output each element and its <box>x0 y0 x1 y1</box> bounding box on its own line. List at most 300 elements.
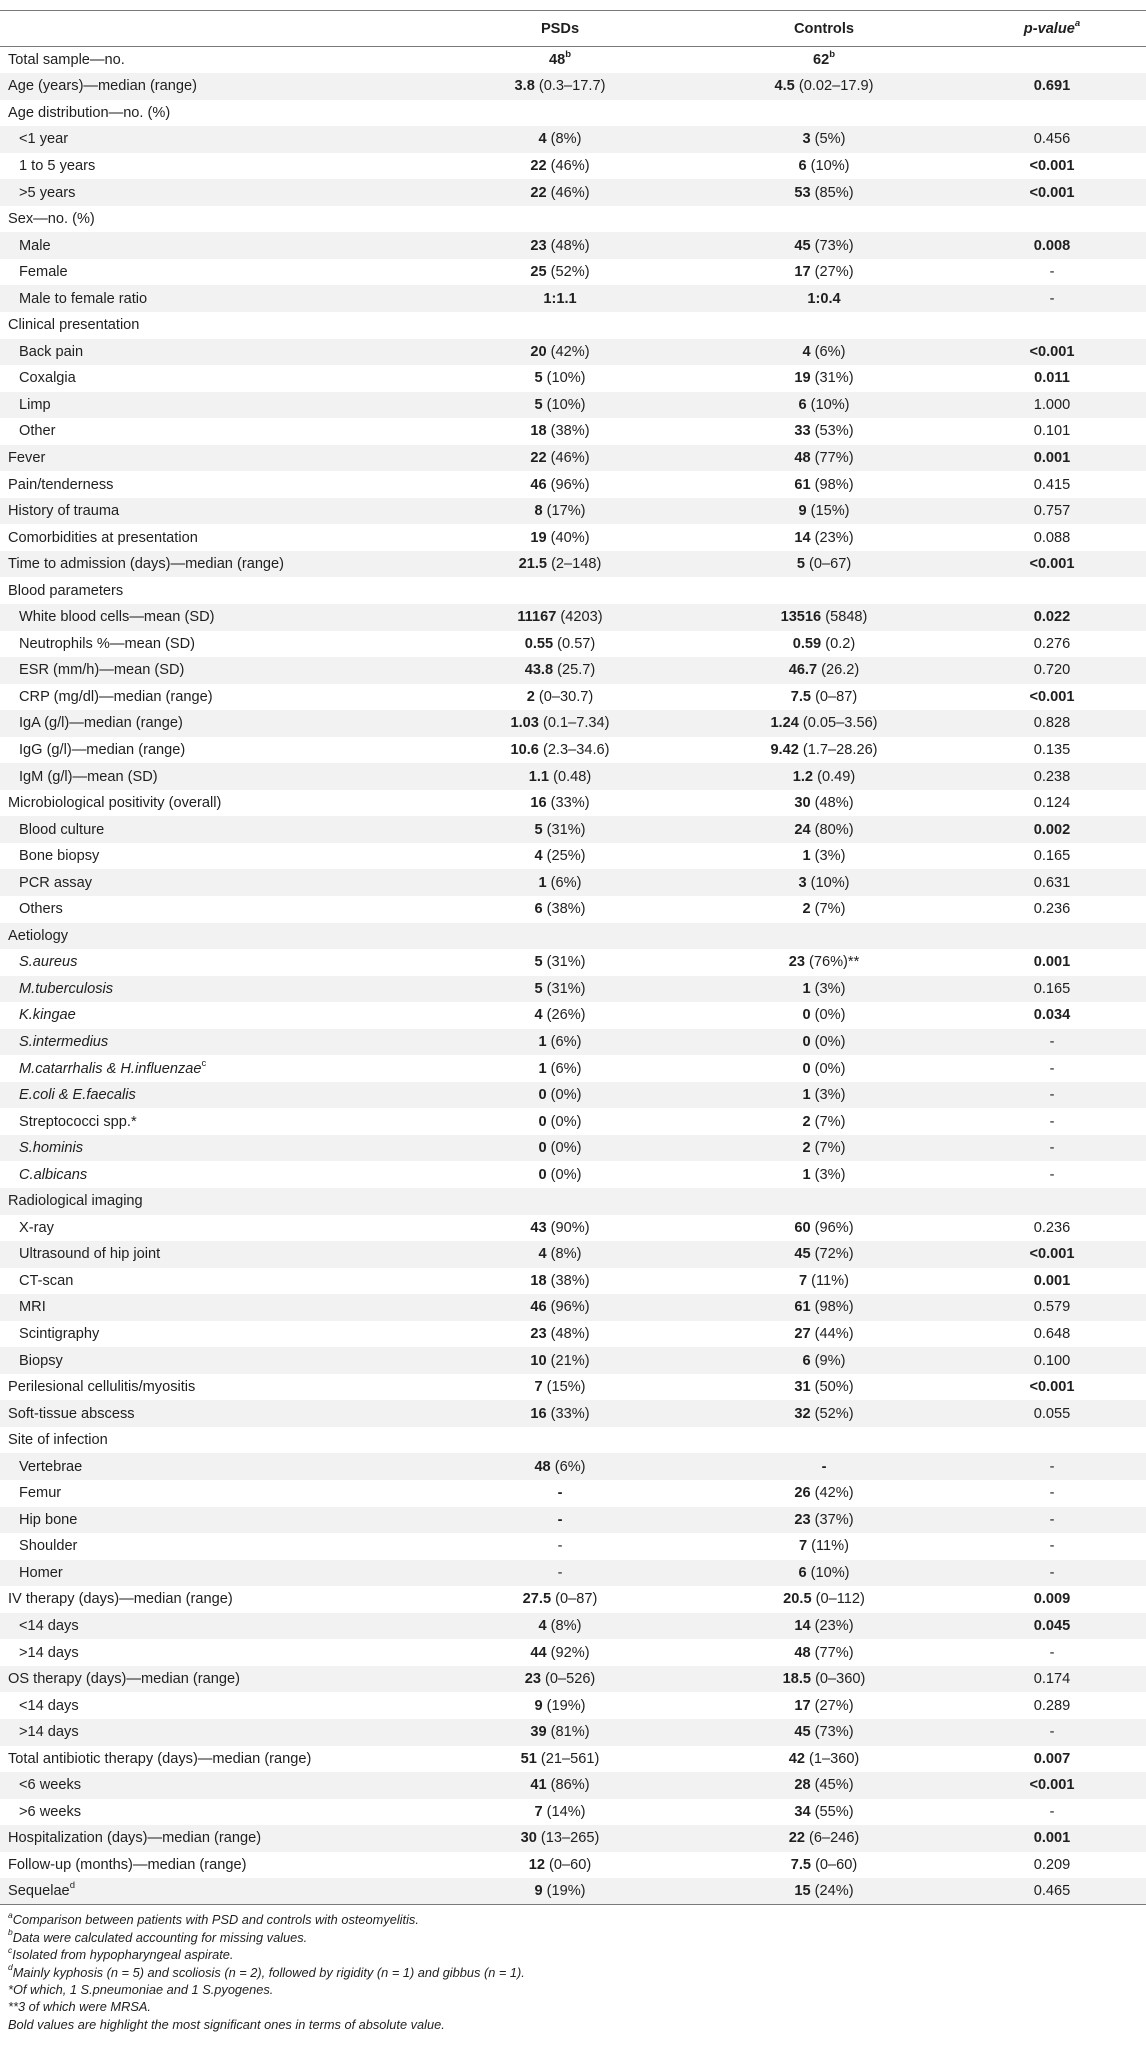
psd-value-detail: (21–561) <box>536 1750 600 1767</box>
psd-value <box>430 790 690 817</box>
psd-value-bold: 46 <box>530 476 547 493</box>
table-row <box>0 1108 1146 1135</box>
controls-value-detail: (73%) <box>810 237 854 254</box>
row-label <box>0 1002 430 1029</box>
psd-value <box>430 339 690 366</box>
controls-value-bold: 60 <box>794 1219 811 1236</box>
controls-value-detail: (10%) <box>806 874 850 891</box>
row-label <box>0 1347 430 1374</box>
psd-value-detail: (6%) <box>546 1060 582 1077</box>
p-value <box>958 1613 1146 1640</box>
row-label-text: Pain/tenderness <box>8 476 114 493</box>
row-label-text: S.hominis <box>19 1140 84 1157</box>
psd-value-bold: 48 <box>548 52 566 69</box>
controls-value-bold: 26 <box>794 1485 811 1502</box>
psd-value-bold: 9 <box>534 1883 543 1900</box>
psd-value <box>430 1746 690 1773</box>
row-label-text: Radiological imaging <box>8 1193 143 1210</box>
p-value-text: <0.001 <box>1029 688 1075 705</box>
psd-value <box>430 684 690 711</box>
p-value <box>958 577 1146 604</box>
controls-value <box>690 392 958 419</box>
p-value-text: 0.209 <box>1033 1856 1071 1873</box>
row-label <box>0 657 430 684</box>
controls-value-detail: (6–246) <box>804 1830 860 1847</box>
psd-value-detail: (38%) <box>542 901 586 918</box>
psd-value <box>430 737 690 764</box>
controls-value-bold: 53 <box>794 184 811 201</box>
controls-value-detail: (0–60) <box>811 1856 858 1873</box>
row-label-text: Age (years)—median (range) <box>8 78 197 95</box>
p-value <box>958 312 1146 339</box>
row-label-text: <14 days <box>19 1697 79 1714</box>
controls-value-bold: 17 <box>794 1697 811 1714</box>
table-row <box>0 339 1146 366</box>
row-label <box>0 1772 430 1799</box>
table-footnotes <box>0 1905 1146 2033</box>
psd-value-bold: 44 <box>530 1644 547 1661</box>
controls-value <box>690 1507 958 1534</box>
table-row <box>0 1639 1146 1666</box>
row-label-text: Ultrasound of hip joint <box>19 1246 161 1263</box>
controls-value-detail: (3%) <box>810 1087 846 1104</box>
psd-value-detail: (21%) <box>546 1352 590 1369</box>
psd-value-detail: (10%) <box>542 370 586 387</box>
p-value-text: 0.022 <box>1033 609 1071 626</box>
footnote <box>8 1911 1138 1928</box>
table-row <box>0 100 1146 127</box>
table-row <box>0 153 1146 180</box>
footnote-text: Comparison between patients with PSD and controls with osteomyelitis. <box>12 1912 419 1928</box>
row-label-text: Comorbidities at presentation <box>8 529 198 546</box>
psd-value-detail: (4203) <box>556 609 603 626</box>
row-label <box>0 206 430 233</box>
footnote-marker: d <box>8 1962 13 1973</box>
psd-value <box>430 232 690 259</box>
psd-value-bold: 46 <box>530 1299 547 1316</box>
controls-value <box>690 976 958 1003</box>
p-value-text: 0.465 <box>1033 1883 1071 1900</box>
row-label-text: Biopsy <box>19 1352 63 1369</box>
controls-value <box>690 551 958 578</box>
psd-value-bold: 25 <box>530 264 547 281</box>
controls-value-detail: (0.49) <box>813 768 856 785</box>
controls-value-bold: 6 <box>802 1352 811 1369</box>
row-label-text: CRP (mg/dl)—median (range) <box>19 688 213 705</box>
psd-value <box>430 1533 690 1560</box>
psd-value <box>430 1241 690 1268</box>
controls-value <box>690 1799 958 1826</box>
psd-value <box>430 710 690 737</box>
controls-value-detail: (10%) <box>806 1564 850 1581</box>
psd-value-detail: (81%) <box>546 1724 590 1741</box>
table-row <box>0 179 1146 206</box>
p-value <box>958 498 1146 525</box>
p-value-text: - <box>1049 1140 1055 1157</box>
p-value <box>958 551 1146 578</box>
psd-value <box>430 1852 690 1879</box>
row-label-text: X-ray <box>19 1219 54 1236</box>
psd-value-detail: (0.48) <box>549 768 592 785</box>
psd-value-bold: 48 <box>534 1458 551 1475</box>
psd-value <box>430 418 690 445</box>
row-label <box>0 498 430 525</box>
table-row <box>0 524 1146 551</box>
row-label <box>0 1321 430 1348</box>
table-row <box>0 737 1146 764</box>
row-label-text: Total antibiotic therapy (days)—median (range) <box>8 1750 312 1767</box>
footnote-text: Mainly kyphosis (n = 5) and scoliosis (n = 2), followed by rigidity (n = 1) and gibbus (n = 1). <box>12 1964 525 1980</box>
p-value-text: 0.007 <box>1033 1750 1071 1767</box>
controls-value-detail: (15%) <box>806 503 850 520</box>
psd-value-detail: (48%) <box>546 1326 590 1343</box>
controls-value-detail: (55%) <box>810 1803 854 1820</box>
controls-value <box>690 604 958 631</box>
controls-value-detail: (96%) <box>810 1219 854 1236</box>
controls-value <box>690 418 958 445</box>
psd-value <box>430 1055 690 1082</box>
controls-value-bold: 1.24 <box>770 715 799 732</box>
controls-value-detail: (0.05–3.56) <box>798 715 878 732</box>
psd-value-detail: (19%) <box>542 1883 586 1900</box>
controls-value-bold: 46.7 <box>788 662 818 679</box>
row-label <box>0 1613 430 1640</box>
table-row <box>0 1082 1146 1109</box>
psd-value-bold: 23 <box>530 237 547 254</box>
controls-value <box>690 869 958 896</box>
row-label-text: Aetiology <box>8 927 69 944</box>
psd-value-detail: (2.3–34.6) <box>538 741 610 758</box>
controls-value <box>690 1055 958 1082</box>
psd-value-detail: (25.7) <box>553 662 596 679</box>
p-value <box>958 365 1146 392</box>
patient-characteristics-table <box>0 10 1146 1905</box>
p-value <box>958 1241 1146 1268</box>
controls-value <box>690 365 958 392</box>
psd-value <box>430 1666 690 1693</box>
p-value <box>958 1507 1146 1534</box>
row-label <box>0 1852 430 1879</box>
p-value <box>958 1560 1146 1587</box>
table-row <box>0 1666 1146 1693</box>
psd-value-detail: (10%) <box>542 396 586 413</box>
controls-value-detail: (1.7–28.26) <box>798 741 878 758</box>
psd-value-detail: (33%) <box>546 1405 590 1422</box>
row-label-text: >14 days <box>19 1644 79 1661</box>
p-value <box>958 153 1146 180</box>
controls-value-detail: (85%) <box>810 184 854 201</box>
psd-value-detail: (48%) <box>546 237 590 254</box>
psd-value <box>430 179 690 206</box>
table-row <box>0 1135 1146 1162</box>
psd-value <box>430 949 690 976</box>
psd-value <box>430 763 690 790</box>
psd-value <box>430 1215 690 1242</box>
table-row <box>0 949 1146 976</box>
psd-value <box>430 1639 690 1666</box>
footnote-text: Data were calculated accounting for missing values. <box>12 1929 308 1945</box>
p-value <box>958 285 1146 312</box>
psd-value <box>430 1799 690 1826</box>
controls-value-detail: (3%) <box>810 980 846 997</box>
footnote <box>8 1998 1138 2015</box>
p-value <box>958 126 1146 153</box>
footnote-marker: a <box>8 1910 13 1921</box>
psd-value-detail: (31%) <box>542 954 586 971</box>
psd-value-bold: 18 <box>530 1272 547 1289</box>
controls-value <box>690 1560 958 1587</box>
controls-value <box>690 1135 958 1162</box>
controls-value <box>690 1746 958 1773</box>
row-label <box>0 1666 430 1693</box>
row-label <box>0 285 430 312</box>
p-value <box>958 1825 1146 1852</box>
controls-value-detail: (0–112) <box>811 1591 865 1608</box>
p-value-text: 0.289 <box>1033 1697 1071 1714</box>
psd-value-bold: 0 <box>538 1087 547 1104</box>
row-label-text: ESR (mm/h)—mean (SD) <box>19 662 185 679</box>
psd-value-bold: 5 <box>534 821 543 838</box>
controls-value-detail: (80%) <box>810 821 854 838</box>
p-value-text: 0.174 <box>1033 1671 1071 1688</box>
psd-value-bold: 4 <box>538 131 547 148</box>
p-value <box>958 1746 1146 1773</box>
psd-value <box>430 657 690 684</box>
row-label-text: IgG (g/l)—median (range) <box>19 741 186 758</box>
p-value <box>958 1108 1146 1135</box>
controls-value-bold: 1 <box>802 1087 811 1104</box>
controls-value <box>690 445 958 472</box>
controls-value-detail: (0.02–17.9) <box>794 78 874 95</box>
psd-value <box>430 1772 690 1799</box>
row-label <box>0 763 430 790</box>
header-label-column <box>0 11 430 47</box>
psd-value-bold: 30 <box>520 1830 537 1847</box>
controls-value-detail: (45%) <box>810 1777 854 1794</box>
p-value <box>958 923 1146 950</box>
controls-value-detail: (11%) <box>807 1538 850 1555</box>
psd-value-bold: 20 <box>530 343 547 360</box>
controls-value-bold: 9.42 <box>770 741 799 758</box>
controls-value <box>690 1533 958 1560</box>
p-value <box>958 816 1146 843</box>
controls-value-detail: (9%) <box>810 1352 846 1369</box>
controls-value <box>690 631 958 658</box>
row-label <box>0 1108 430 1135</box>
psd-value <box>430 285 690 312</box>
psd-value-bold: 11167 <box>517 609 557 626</box>
psd-value-detail: (33%) <box>546 795 590 812</box>
row-label <box>0 445 430 472</box>
row-label <box>0 1480 430 1507</box>
psd-value-detail: (0–60) <box>544 1856 592 1873</box>
p-value-text: 0.276 <box>1033 635 1071 652</box>
p-value <box>958 1400 1146 1427</box>
controls-value-detail: (27%) <box>810 264 854 281</box>
footnote-marker: b <box>8 1927 13 1938</box>
footnote <box>8 1981 1138 1998</box>
row-label-text: 1 to 5 years <box>19 157 96 174</box>
table-row <box>0 1719 1146 1746</box>
psd-value-bold: 18 <box>530 423 547 440</box>
row-label <box>0 339 430 366</box>
psd-value-detail: - <box>557 1564 563 1581</box>
psd-value <box>430 896 690 923</box>
table-row <box>0 1852 1146 1879</box>
row-label-text: Coxalgia <box>19 370 76 387</box>
psd-value <box>430 100 690 127</box>
psd-value-bold: 7 <box>534 1379 543 1396</box>
row-label-text: Male <box>19 237 51 254</box>
controls-value <box>690 1108 958 1135</box>
controls-value-detail: (37%) <box>810 1511 854 1528</box>
psd-value <box>430 259 690 286</box>
controls-value <box>690 1268 958 1295</box>
table-row <box>0 1453 1146 1480</box>
table-row <box>0 551 1146 578</box>
psd-value-detail: (46%) <box>546 157 590 174</box>
row-label-text: Other <box>19 423 56 440</box>
p-value <box>958 471 1146 498</box>
controls-value-detail: (3%) <box>810 1166 846 1183</box>
controls-value-detail: (53%) <box>810 423 854 440</box>
table-row <box>0 1055 1146 1082</box>
table-row <box>0 896 1146 923</box>
p-value-text: <0.001 <box>1029 343 1075 360</box>
p-value-text: 0.002 <box>1033 821 1071 838</box>
p-value <box>958 896 1146 923</box>
controls-value <box>690 1161 958 1188</box>
psd-value <box>430 1347 690 1374</box>
p-value-text: <0.001 <box>1029 157 1075 174</box>
row-label-text: Microbiological positivity (overall) <box>8 795 222 812</box>
controls-value <box>690 339 958 366</box>
controls-value-detail: (7%) <box>810 1113 846 1130</box>
psd-value-bold: 23 <box>524 1671 541 1688</box>
psd-value-bold: 3.8 <box>514 78 535 95</box>
row-label <box>0 1586 430 1613</box>
row-label <box>0 1746 430 1773</box>
p-value-text: 0.238 <box>1033 768 1071 785</box>
controls-value <box>690 737 958 764</box>
table-row <box>0 1374 1146 1401</box>
table-row <box>0 1799 1146 1826</box>
table-row <box>0 498 1146 525</box>
controls-value-detail: (11%) <box>807 1272 850 1289</box>
controls-value-bold: 27 <box>794 1326 811 1343</box>
p-value <box>958 1294 1146 1321</box>
controls-value <box>690 1400 958 1427</box>
row-label-text: IgM (g/l)—mean (SD) <box>19 768 158 785</box>
controls-value-detail: (27%) <box>810 1697 854 1714</box>
controls-value <box>690 923 958 950</box>
p-value <box>958 179 1146 206</box>
p-value <box>958 339 1146 366</box>
controls-value <box>690 312 958 339</box>
psd-value-bold: 1.1 <box>528 768 550 785</box>
psd-value <box>430 1188 690 1215</box>
psd-value-bold: 1 <box>538 1034 547 1050</box>
p-value-text: 0.124 <box>1033 795 1071 812</box>
row-label-text: Others <box>19 901 63 918</box>
psd-value-bold: 43 <box>530 1219 547 1236</box>
controls-value <box>690 577 958 604</box>
row-label <box>0 1427 430 1454</box>
controls-value-detail: (31%) <box>810 370 854 387</box>
p-value-text: - <box>1049 1166 1055 1183</box>
controls-value-detail: (23%) <box>810 1618 854 1635</box>
psd-value <box>430 47 690 74</box>
row-label-text: >6 weeks <box>19 1803 82 1820</box>
controls-value-bold: 4 <box>802 343 811 360</box>
row-label <box>0 1453 430 1480</box>
table-row <box>0 1507 1146 1534</box>
p-value-text: - <box>1049 1087 1055 1104</box>
table-row <box>0 1533 1146 1560</box>
p-value <box>958 1188 1146 1215</box>
controls-value-bold: 7 <box>798 1272 808 1289</box>
p-value-text: 0.034 <box>1033 1007 1071 1024</box>
controls-value-bold: 48 <box>794 1644 811 1661</box>
p-value <box>958 1427 1146 1454</box>
controls-value <box>690 153 958 180</box>
p-value <box>958 1374 1146 1401</box>
controls-value-bold: 23 <box>788 954 805 971</box>
psd-value-bold: 7 <box>534 1803 543 1820</box>
p-value <box>958 1639 1146 1666</box>
controls-value <box>690 1639 958 1666</box>
psd-value-detail: (6%) <box>550 1458 586 1475</box>
p-value-text: <0.001 <box>1029 184 1075 201</box>
header-p-value <box>958 11 1146 47</box>
row-label <box>0 1825 430 1852</box>
psd-value-bold: 0.55 <box>524 635 554 652</box>
controls-value <box>690 1453 958 1480</box>
controls-value <box>690 1082 958 1109</box>
controls-value <box>690 684 958 711</box>
p-value <box>958 1799 1146 1826</box>
psd-value <box>430 1374 690 1401</box>
row-label <box>0 1029 430 1056</box>
psd-value-bold: 4 <box>538 1246 547 1263</box>
table-row <box>0 816 1146 843</box>
controls-value-bold: 14 <box>794 1618 811 1635</box>
controls-value-detail: (24%) <box>810 1883 854 1900</box>
controls-value <box>690 126 958 153</box>
row-label-text: Sequelae <box>8 1883 70 1900</box>
p-value <box>958 47 1146 74</box>
p-value <box>958 1586 1146 1613</box>
p-value-text: 0.011 <box>1034 370 1070 387</box>
psd-value-detail: (6%) <box>546 1034 582 1050</box>
psd-value-bold: 0 <box>538 1113 547 1130</box>
controls-value <box>690 1613 958 1640</box>
controls-value-bold: 14 <box>794 529 811 546</box>
p-value-text: 0.001 <box>1033 449 1071 466</box>
p-value <box>958 1002 1146 1029</box>
p-value <box>958 1268 1146 1295</box>
row-label <box>0 153 430 180</box>
psd-value <box>430 1507 690 1534</box>
controls-value-detail: (52%) <box>810 1405 854 1422</box>
controls-value-bold: 33 <box>794 423 811 440</box>
row-label <box>0 126 430 153</box>
p-value <box>958 206 1146 233</box>
controls-value <box>690 1241 958 1268</box>
psd-value-bold: 1 <box>538 874 547 891</box>
table-row <box>0 1321 1146 1348</box>
controls-value-bold: 48 <box>794 449 811 466</box>
